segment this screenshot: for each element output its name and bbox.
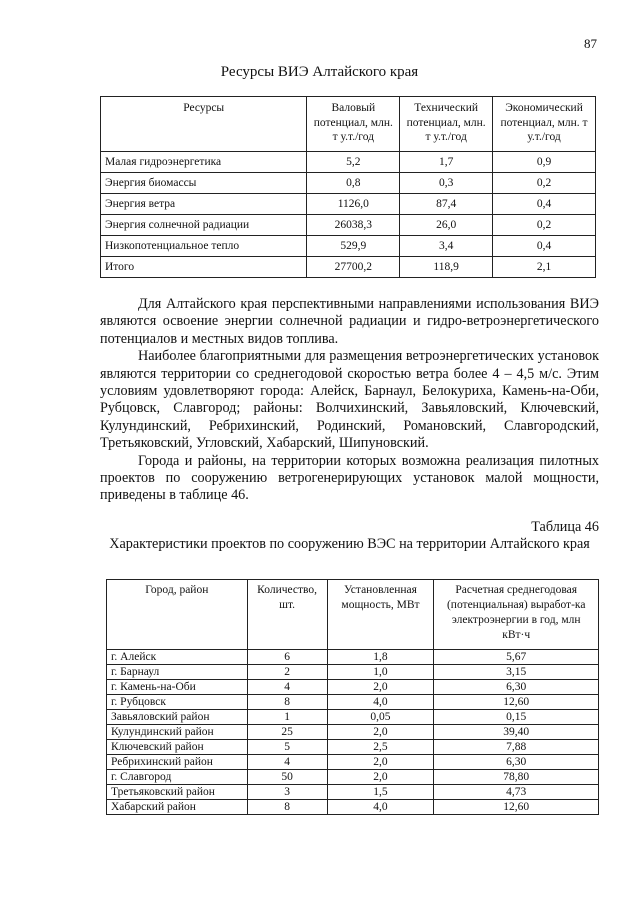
table-cell: Ребрихинский район	[107, 755, 248, 770]
table-cell: Третьяковский район	[107, 785, 248, 800]
paragraph: Города и районы, на территории которых возможна реализация пилотных проектов по сооружению ветрогенерирующих установок малой мощности, приведены в таблице 46.	[100, 452, 599, 504]
table-cell: 6,30	[434, 755, 599, 770]
table-row	[101, 152, 596, 173]
table-cell: 4,0	[327, 695, 434, 710]
table-row	[101, 236, 596, 257]
table-cell: 12,60	[434, 800, 599, 815]
table-cell: 0,4	[493, 194, 596, 215]
table-cell: Энергия биомассы	[101, 173, 307, 194]
table-cell: г. Славгород	[107, 770, 248, 785]
page-number: 87	[584, 36, 597, 51]
header-cell: Количество, шт.	[247, 580, 327, 650]
table-row	[107, 650, 599, 665]
table-cell: 2,1	[493, 257, 596, 278]
table-cell: 12,60	[434, 695, 599, 710]
table-cell: 4	[247, 755, 327, 770]
wind-projects-table	[106, 579, 599, 815]
table-cell: 2,0	[327, 725, 434, 740]
table-row	[101, 173, 596, 194]
table-row	[101, 257, 596, 278]
table-cell: Итого	[101, 257, 307, 278]
resources-table	[100, 96, 596, 278]
table-cell: г. Камень-на-Оби	[107, 680, 248, 695]
table-cell: 4,0	[327, 800, 434, 815]
table1-title: Ресурсы ВИЭ Алтайского края	[220, 64, 419, 80]
table-cell: 5,67	[434, 650, 599, 665]
header-cell: Технический потенциал, млн. т у.т./год	[400, 97, 493, 152]
table-cell: 1	[247, 710, 327, 725]
table-row	[107, 725, 599, 740]
table2-label: Таблица 46	[531, 519, 599, 535]
table-cell: 4,73	[434, 785, 599, 800]
table-cell: 0,15	[434, 710, 599, 725]
table-cell: Завьяловский район	[107, 710, 248, 725]
table-cell: 0,3	[400, 173, 493, 194]
header-cell: Ресурсы	[101, 97, 307, 152]
table-row	[107, 695, 599, 710]
table-cell: 39,40	[434, 725, 599, 740]
table-cell: 5,2	[307, 152, 400, 173]
table-row	[101, 215, 596, 236]
table-cell: 3	[247, 785, 327, 800]
table-cell: Малая гидроэнергетика	[101, 152, 307, 173]
table-row	[107, 740, 599, 755]
table-row	[107, 800, 599, 815]
table-cell: Низкопотенциальное тепло	[101, 236, 307, 257]
table-cell: 0,4	[493, 236, 596, 257]
table-cell: Энергия ветра	[101, 194, 307, 215]
table2-title: Характеристики проектов по сооружению ВЭС на территории Алтайского края	[109, 536, 590, 552]
table-cell: 0,2	[493, 173, 596, 194]
table-cell: 6,30	[434, 680, 599, 695]
table-cell: 26038,3	[307, 215, 400, 236]
table-cell: г. Барнаул	[107, 665, 248, 680]
table-cell: 2	[247, 665, 327, 680]
body-text	[100, 296, 599, 505]
table-cell: 5	[247, 740, 327, 755]
table-row	[107, 680, 599, 695]
table-cell: 0,9	[493, 152, 596, 173]
table-cell: 7,88	[434, 740, 599, 755]
paragraph: Наиболее благоприятными для размещения ветроэнергетических установок являются территории со среднегодовой скоростью ветра более 4 – 4,5 м/с. Этим условиям удовлетворяют города: Алейск, Барнаул, Белокуриха, Камень-на-Оби, Рубцовск, Славгород; районы: Волчихинский, Завьяловский, Ключевский, Кулундинский, Ребрихинский, Родинский, Романовский, Славгородский, Третьяковский, Угловский, Хабарский, Шипуновский.	[100, 348, 599, 452]
table-cell: 0,8	[307, 173, 400, 194]
table-cell: 1,8	[327, 650, 434, 665]
table-cell: 0,05	[327, 710, 434, 725]
table-cell: 2,0	[327, 770, 434, 785]
paragraph: Для Алтайского края перспективными направлениями использования ВИЭ являются освоение энергии солнечной радиации и гидро-ветроэнергетического потенциалов и местных видов топлива.	[100, 296, 599, 347]
table-cell: 3,15	[434, 665, 599, 680]
table-row	[107, 755, 599, 770]
header-cell: Установленная мощность, МВт	[327, 580, 434, 650]
header-cell: Город, район	[107, 580, 248, 650]
table-cell: г. Алейск	[107, 650, 248, 665]
table-cell: 3,4	[400, 236, 493, 257]
table-row	[107, 770, 599, 785]
table-cell: 26,0	[400, 215, 493, 236]
table-cell: 6	[247, 650, 327, 665]
table-cell: 2,5	[327, 740, 434, 755]
header-cell: Валовый потенциал, млн. т у.т./год	[307, 97, 400, 152]
table-cell: 0,2	[493, 215, 596, 236]
table-cell: 1,0	[327, 665, 434, 680]
table-row	[107, 785, 599, 800]
table-cell: Энергия солнечной радиации	[101, 215, 307, 236]
table-cell: 8	[247, 695, 327, 710]
table-cell: 8	[247, 800, 327, 815]
table-cell: 1,7	[400, 152, 493, 173]
table-row	[107, 710, 599, 725]
table-cell: 25	[247, 725, 327, 740]
table-row	[107, 665, 599, 680]
table-row	[101, 194, 596, 215]
table-cell: 4	[247, 680, 327, 695]
table-cell: 78,80	[434, 770, 599, 785]
header-cell: Экономический потенциал, млн. т у.т./год	[493, 97, 596, 152]
table-cell: 2,0	[327, 755, 434, 770]
table-cell: 50	[247, 770, 327, 785]
table-cell: г. Рубцовск	[107, 695, 248, 710]
table-cell: 118,9	[400, 257, 493, 278]
table-cell: 87,4	[400, 194, 493, 215]
table-cell: 1126,0	[307, 194, 400, 215]
header-cell: Расчетная среднегодовая (потенциальная) выработ-ка электроэнергии в год, млн кВт·ч	[434, 580, 599, 650]
table-cell: 1,5	[327, 785, 434, 800]
table-cell: 529,9	[307, 236, 400, 257]
table-header-row	[101, 97, 596, 152]
table-header-row	[107, 580, 599, 650]
table-cell: Хабарский район	[107, 800, 248, 815]
table-cell: Кулундинский район	[107, 725, 248, 740]
table-cell: Ключевский район	[107, 740, 248, 755]
table-cell: 27700,2	[307, 257, 400, 278]
table-cell: 2,0	[327, 680, 434, 695]
